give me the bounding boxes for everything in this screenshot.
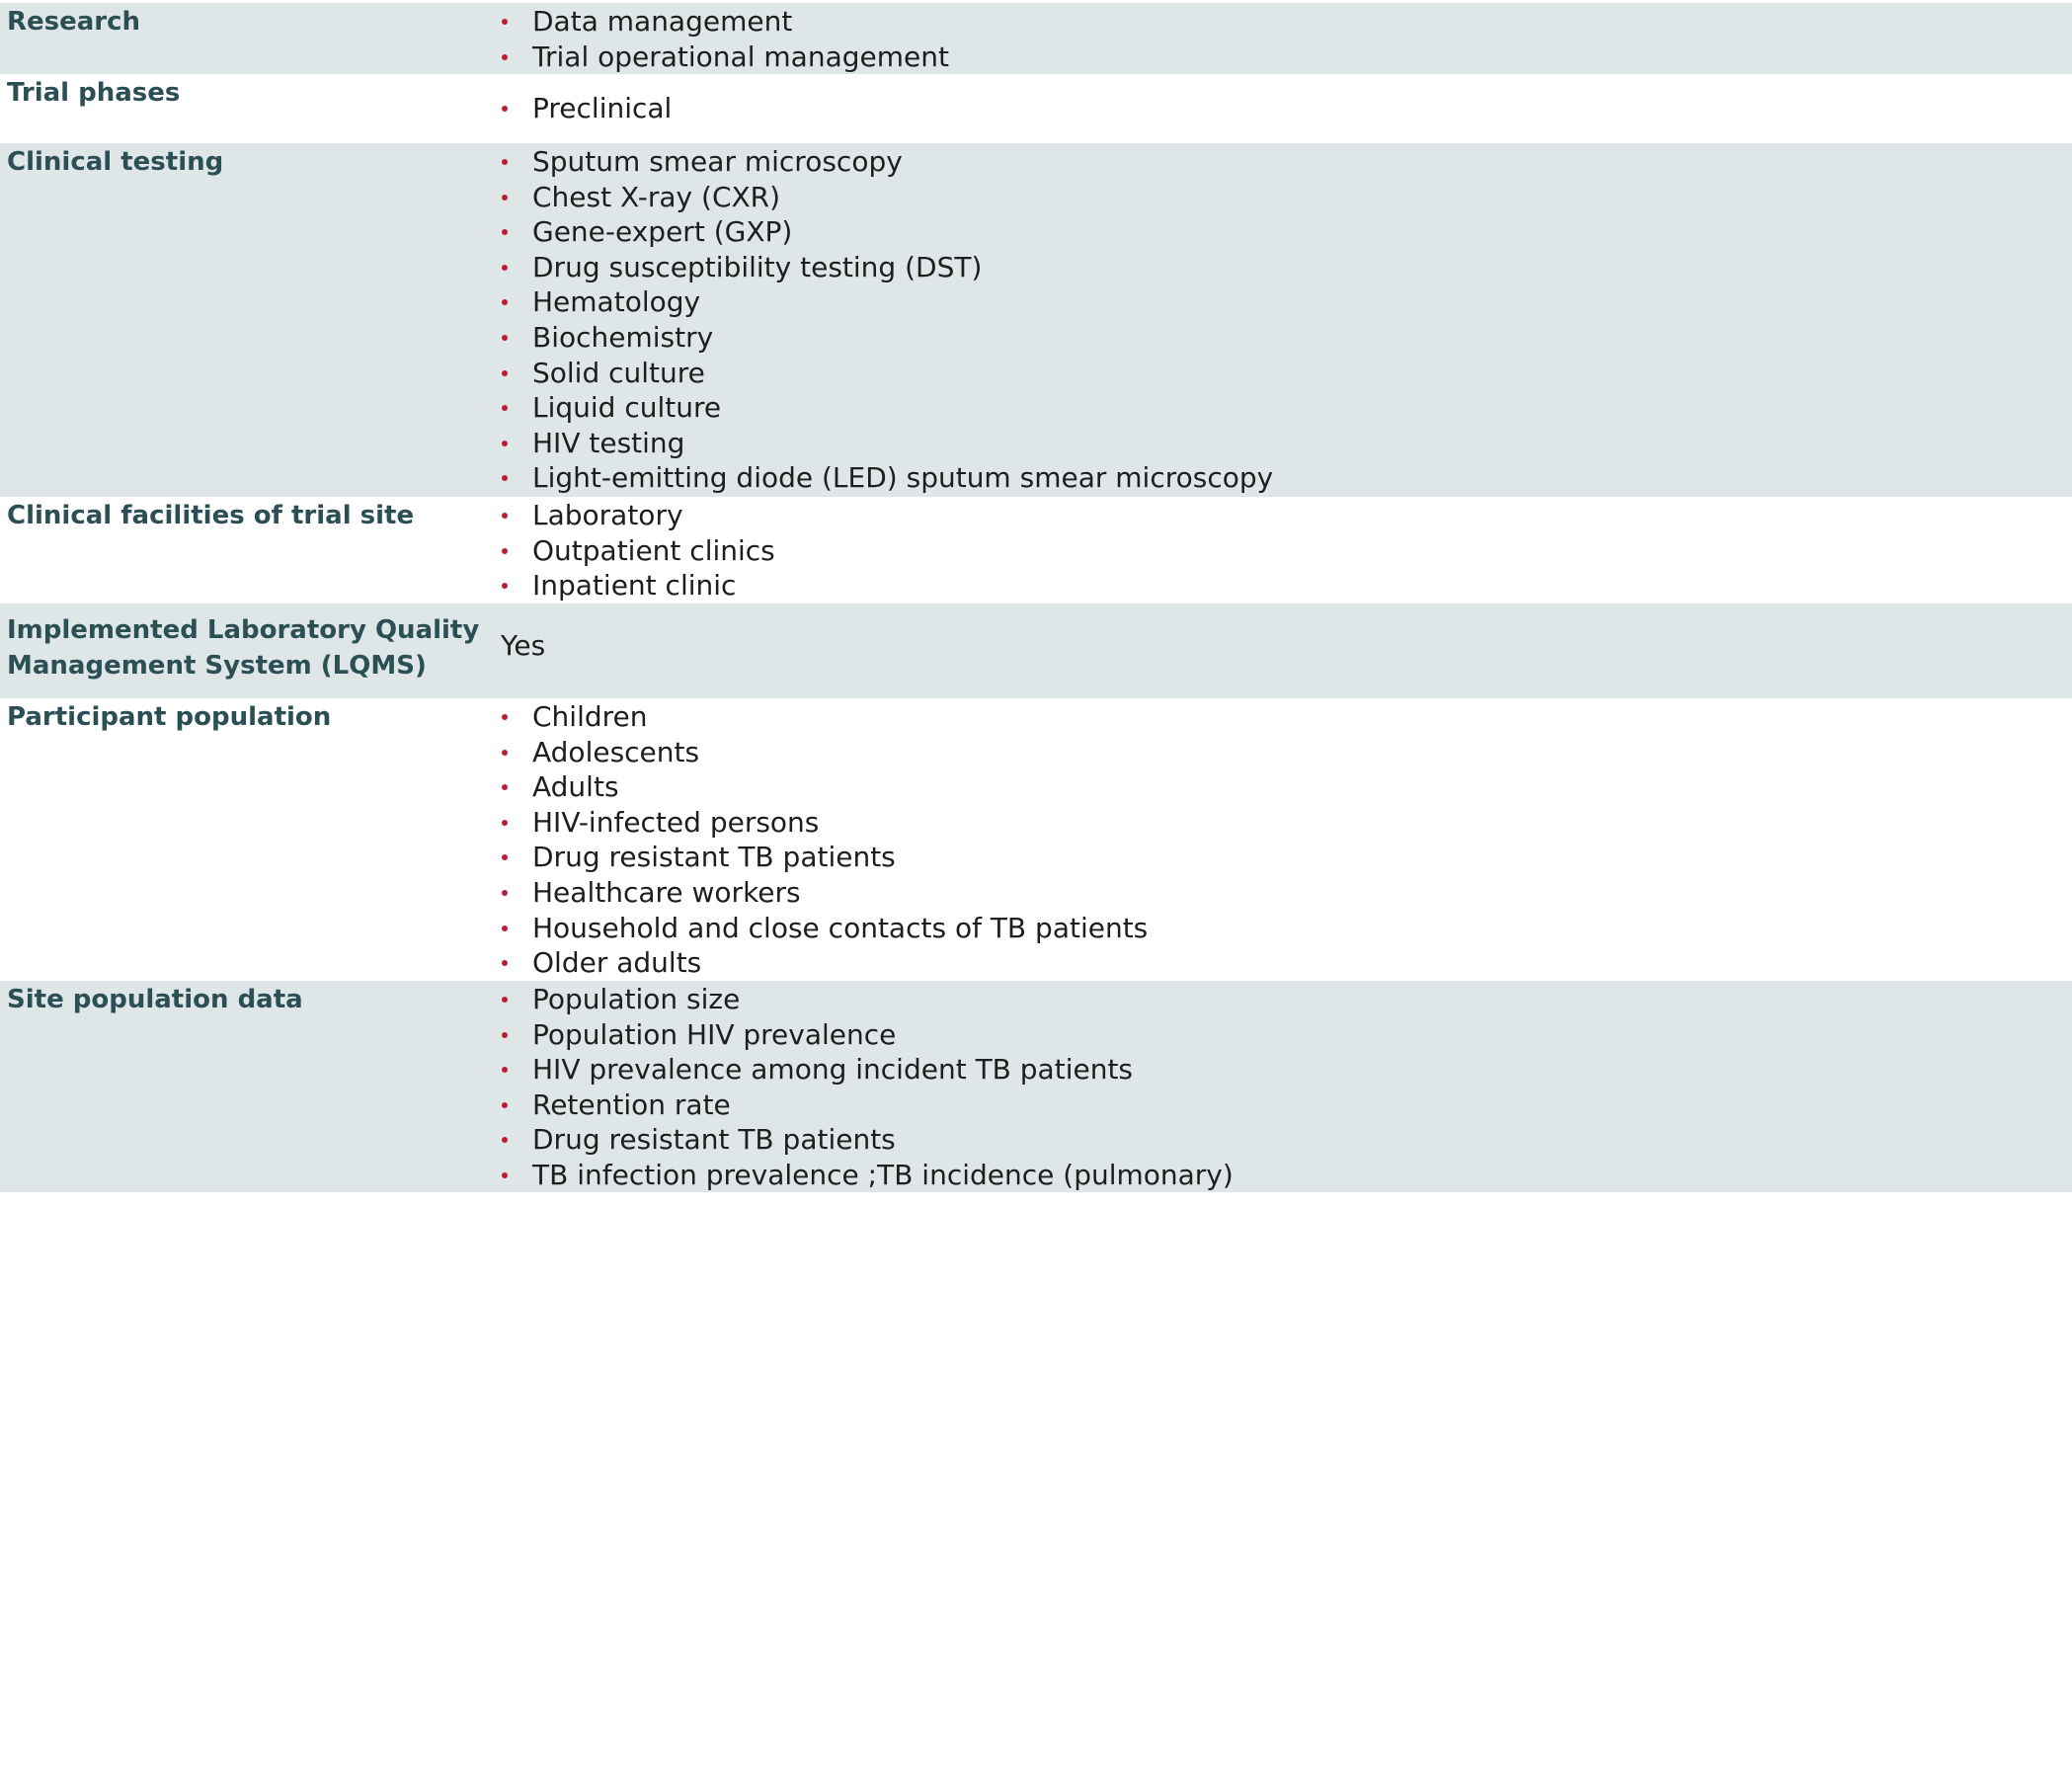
list-item: Outpatient clinics xyxy=(501,533,2072,569)
bullet-list xyxy=(501,4,2072,74)
bullet-list xyxy=(501,498,2072,604)
list-item: TB infection prevalence ;TB incidence (pulmonary) xyxy=(501,1158,2072,1193)
row-value xyxy=(501,982,2072,1191)
row-value xyxy=(501,4,2072,73)
list-item: Trial operational management xyxy=(501,40,2072,75)
list-item: Household and close contacts of TB patients xyxy=(501,911,2072,946)
list-item: Data management xyxy=(501,4,2072,40)
row-label: Site population data xyxy=(7,985,303,1014)
row-value xyxy=(501,144,2072,496)
site-info-table xyxy=(0,3,2072,1192)
list-item: Solid culture xyxy=(501,356,2072,391)
list-item: Light-emitting diode (LED) sputum smear microscopy xyxy=(501,460,2072,496)
row-label: Participant population xyxy=(7,702,332,732)
list-item: Drug resistant TB patients xyxy=(501,840,2072,875)
list-item: Adolescents xyxy=(501,735,2072,770)
list-item: Older adults xyxy=(501,945,2072,981)
list-item: Drug resistant TB patients xyxy=(501,1122,2072,1158)
row-research xyxy=(0,3,2072,74)
list-item: Retention rate xyxy=(501,1088,2072,1123)
bullet-list xyxy=(501,699,2072,981)
bullet-list xyxy=(501,144,2072,496)
row-value xyxy=(501,498,2072,603)
row-site-population-data xyxy=(0,981,2072,1192)
row-label: Research xyxy=(7,7,141,37)
list-item: Healthcare workers xyxy=(501,875,2072,911)
list-item: Preclinical xyxy=(501,91,2072,126)
list-item: Inpatient clinic xyxy=(501,568,2072,604)
row-label-line: Implemented Laboratory Quality xyxy=(7,615,480,645)
list-item: HIV prevalence among incident TB patients xyxy=(501,1052,2072,1088)
list-item: Gene-expert (GXP) xyxy=(501,214,2072,250)
list-item: Adults xyxy=(501,769,2072,805)
row-label: Clinical facilities of trial site xyxy=(7,501,415,530)
row-label xyxy=(0,604,501,697)
row-label-line: Management System (LQMS) xyxy=(7,651,427,681)
row-clinical-facilities xyxy=(0,497,2072,604)
list-item: Hematology xyxy=(501,284,2072,320)
list-item: Drug susceptibility testing (DST) xyxy=(501,250,2072,285)
lqms-value: Yes xyxy=(501,629,546,662)
list-item: Children xyxy=(501,699,2072,735)
row-label: Clinical testing xyxy=(7,147,224,177)
list-item: Sputum smear microscopy xyxy=(501,144,2072,180)
row-participant-population xyxy=(0,698,2072,981)
list-item: Population size xyxy=(501,982,2072,1017)
list-item: HIV testing xyxy=(501,426,2072,461)
list-item: Biochemistry xyxy=(501,320,2072,356)
list-item: HIV-infected persons xyxy=(501,805,2072,841)
list-item: Chest X-ray (CXR) xyxy=(501,180,2072,215)
row-label: Trial phases xyxy=(7,78,181,108)
row-clinical-testing xyxy=(0,143,2072,497)
row-lqms xyxy=(0,604,2072,698)
row-value xyxy=(501,699,2072,980)
list-item: Liquid culture xyxy=(501,390,2072,426)
row-value xyxy=(501,604,2072,697)
row-value xyxy=(501,75,2072,142)
bullet-list xyxy=(501,91,2072,126)
bullet-list xyxy=(501,982,2072,1193)
list-item: Population HIV prevalence xyxy=(501,1017,2072,1053)
list-item: Laboratory xyxy=(501,498,2072,533)
row-trial-phases xyxy=(0,74,2072,143)
